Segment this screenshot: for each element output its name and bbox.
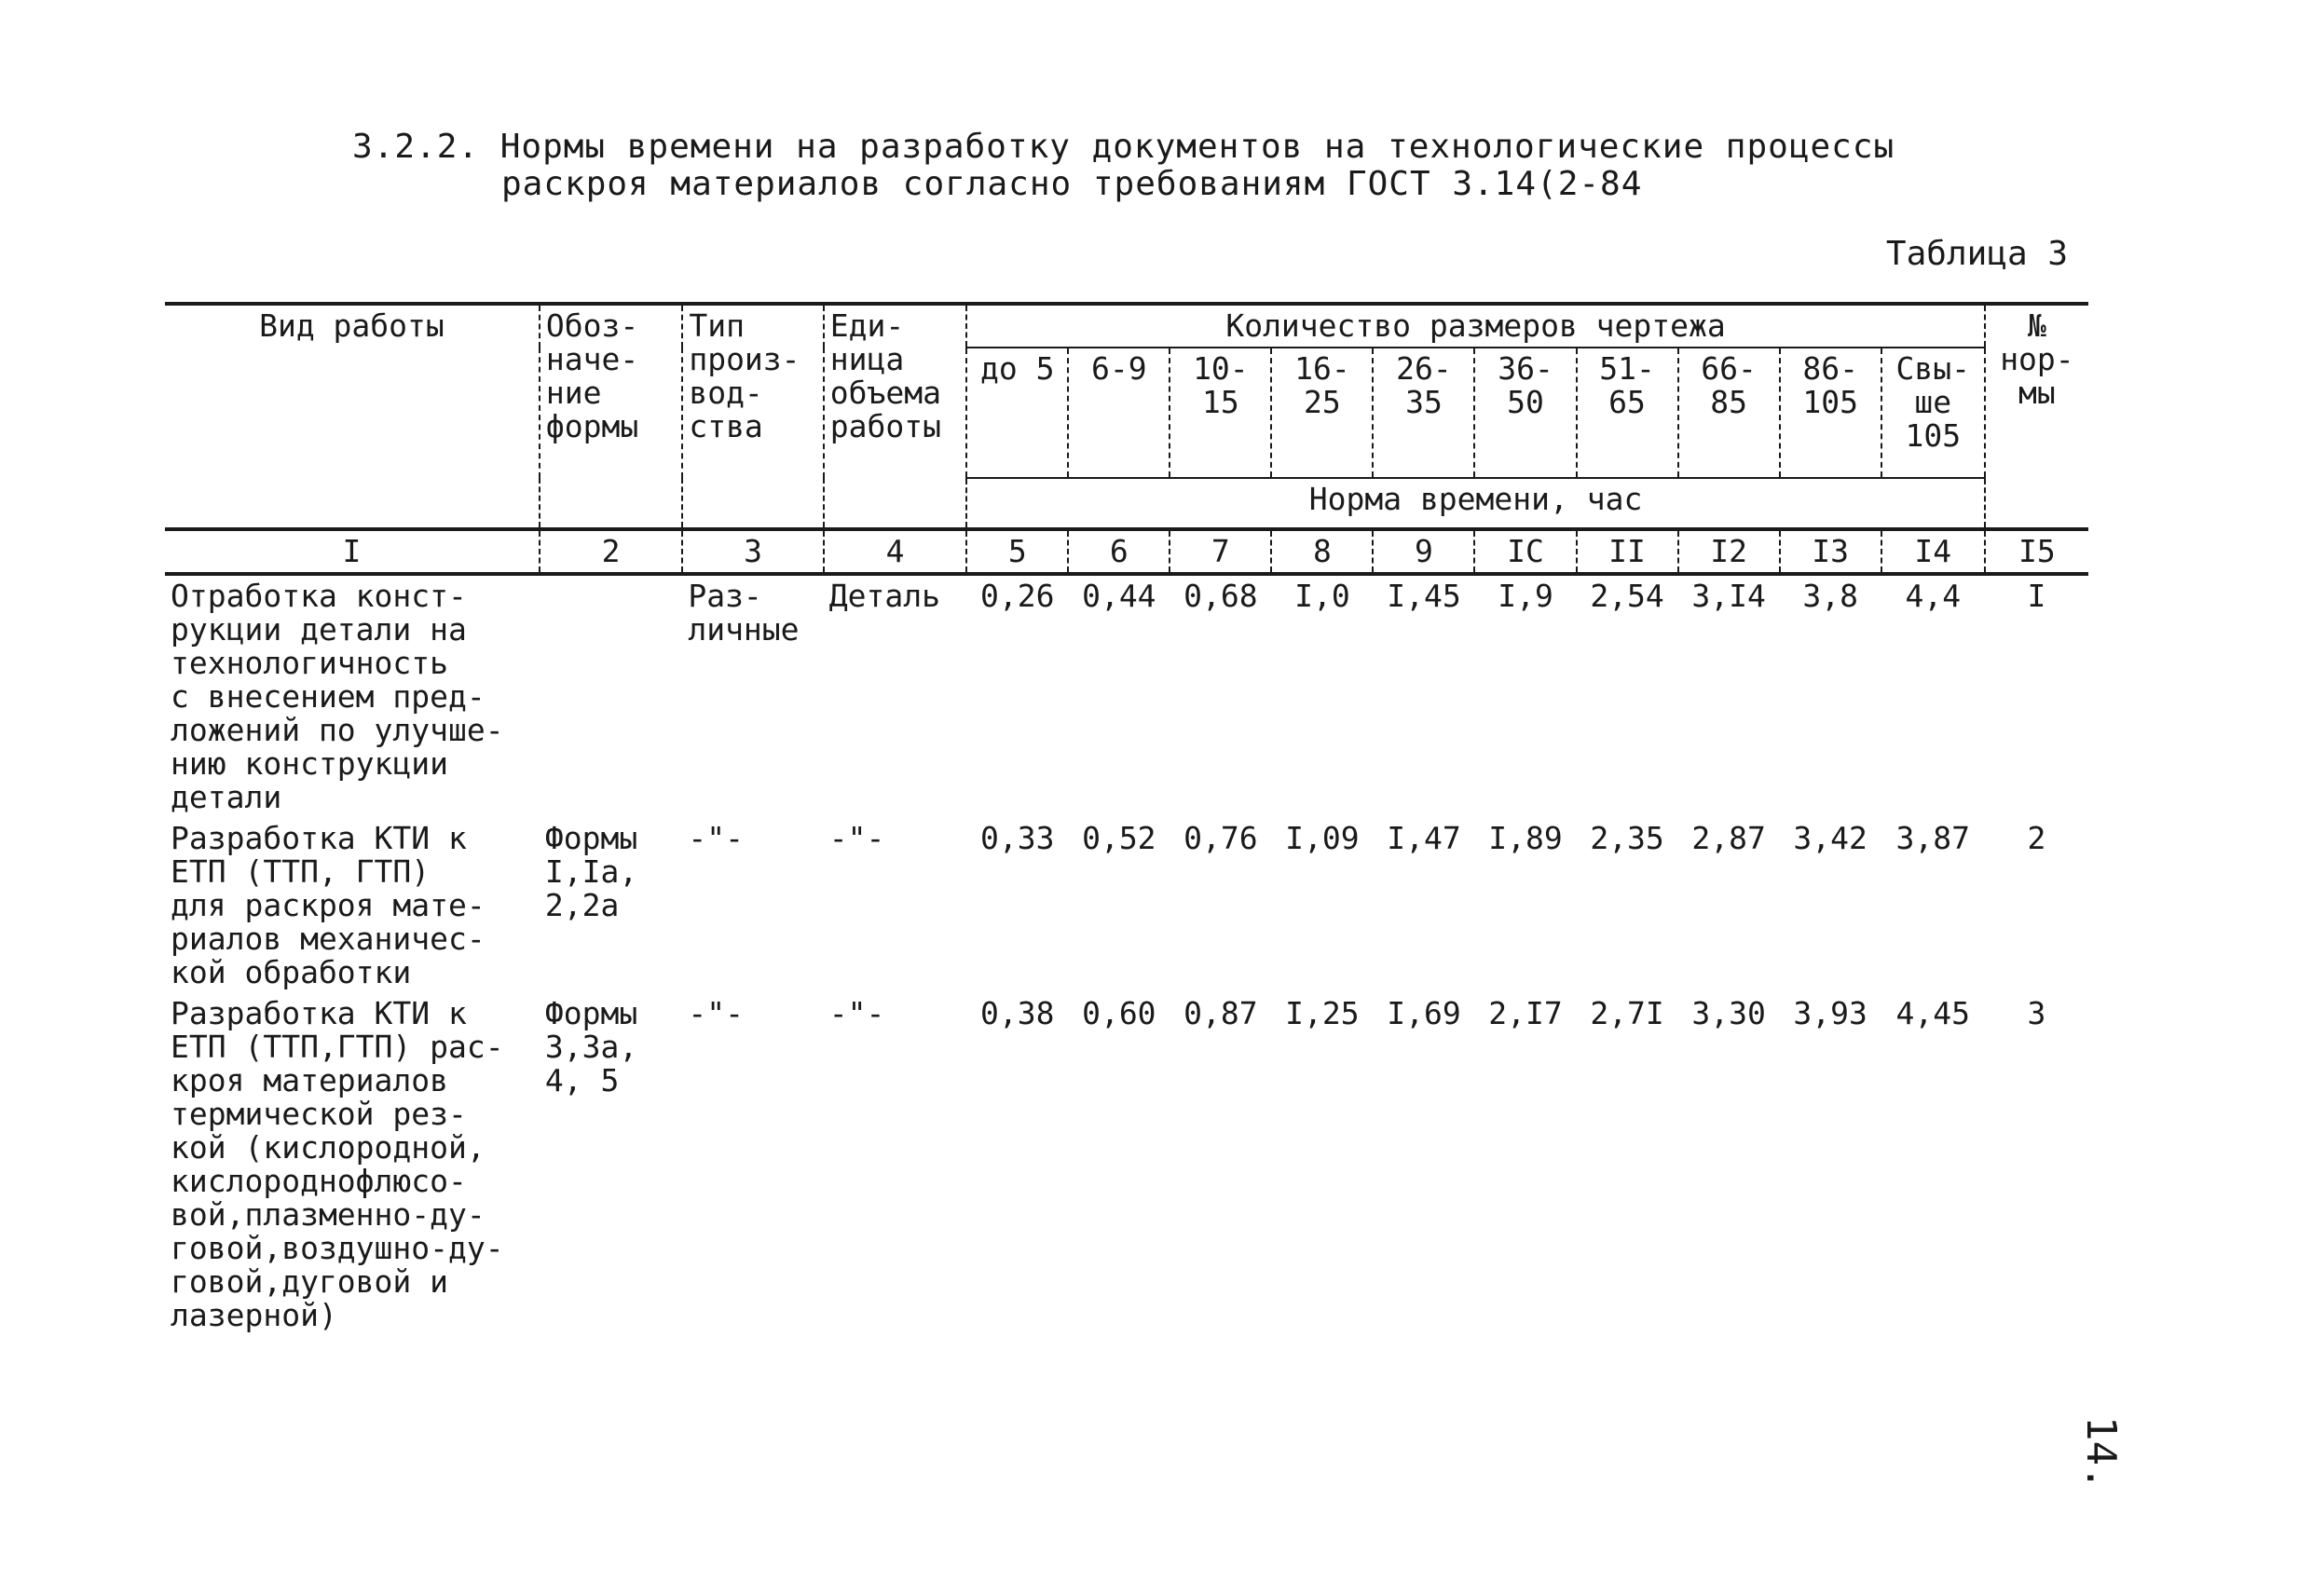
work-type-cell: Отработка конст- рукции детали на технологичность с внесением пред- ложений по улучше- нию конструкции детали [171, 578, 504, 815]
heading-line-1: 3.2.2. Нормы времени на разработку документов на технологические процессы [352, 128, 1895, 166]
header-range: 66- 85 [1678, 348, 1780, 478]
production-type-cell: -"- [688, 995, 744, 1031]
table-row [165, 818, 2088, 993]
time-value-cell: 3,93 [1793, 995, 1867, 1031]
form-cell: Формы 3,3а, 4, 5 [544, 995, 638, 1098]
time-value-cell: I,45 [1387, 578, 1461, 614]
time-value-cell: 4,4 [1905, 578, 1962, 614]
header-range: 16- 25 [1271, 348, 1373, 478]
time-value-cell: 2,87 [1691, 820, 1766, 856]
column-number: I4 [1881, 529, 1985, 574]
header-range: 6-9 [1068, 348, 1170, 478]
time-value-cell: 2,7I [1590, 995, 1664, 1031]
unit-cell: -"- [828, 820, 885, 856]
header-range: до 5 [966, 348, 1068, 478]
time-value-cell: 0,52 [1082, 820, 1156, 856]
column-number: 3 [682, 529, 823, 574]
time-value-cell: 4,45 [1895, 995, 1970, 1031]
table-row [165, 993, 2088, 1336]
time-value-cell: 0,68 [1183, 578, 1258, 614]
column-number: I2 [1678, 529, 1780, 574]
table-label: Таблица 3 [1885, 235, 2068, 273]
time-value-cell: I,89 [1488, 820, 1563, 856]
header-range: 51- 65 [1577, 348, 1678, 478]
time-value-cell: I,69 [1387, 995, 1461, 1031]
column-number: 9 [1373, 529, 1474, 574]
heading-line-2: раскроя материалов согласно требованиям ГОСТ 3.14(2-84 [501, 165, 1643, 203]
header-range: Свы- ше 105 [1881, 348, 1985, 478]
column-number: 8 [1271, 529, 1373, 574]
column-number: 4 [824, 529, 966, 574]
time-value-cell: 3,I4 [1691, 578, 1766, 614]
page-number: 14. [2077, 1416, 2125, 1491]
header-range: 36- 50 [1474, 348, 1576, 478]
norm-number-cell: I [2027, 578, 2046, 614]
column-number: I3 [1780, 529, 1881, 574]
time-value-cell: 0,33 [980, 820, 1055, 856]
work-type-cell: Разработка КТИ к ЕТП (ТТП, ГТП) для раскроя мате- риалов механичес- кой обработки [171, 820, 486, 990]
header-norm-number: № нор- мы [1985, 304, 2088, 529]
header-time-norm: Норма времени, час [966, 478, 1985, 529]
time-value-cell: 0,44 [1082, 578, 1156, 614]
time-value-cell: 0,38 [980, 995, 1055, 1031]
time-value-cell: 2,35 [1590, 820, 1664, 856]
time-value-cell: I,25 [1285, 995, 1360, 1031]
header-range: 86- 105 [1780, 348, 1881, 478]
time-value-cell: 0,60 [1082, 995, 1156, 1031]
time-value-cell: I,0 [1294, 578, 1350, 614]
time-value-cell: I,47 [1387, 820, 1461, 856]
time-value-cell: I,09 [1285, 820, 1360, 856]
header-range: 10- 15 [1170, 348, 1271, 478]
header-production-type: Тип произ- вод- ства [682, 304, 823, 529]
column-number: II [1577, 529, 1678, 574]
header-size-group: Количество размеров чертежа [966, 304, 1985, 348]
work-type-cell: Разработка КТИ к ЕТП (ТТП,ГТП) рас- кроя материалов термической рез- кой (кислородной, кислороднофлюсо- вой,плазменно-ду- говой,воздушно-ду- говой,дуговой и лазерной) [171, 995, 504, 1333]
column-number: 6 [1068, 529, 1170, 574]
column-number: I [165, 529, 540, 574]
production-type-cell: Раз- личные [688, 578, 800, 648]
unit-cell: -"- [828, 995, 885, 1031]
time-value-cell: I,9 [1498, 578, 1553, 614]
norm-number-cell: 2 [2027, 820, 2046, 856]
time-value-cell: 3,8 [1802, 578, 1858, 614]
section-heading [352, 129, 1895, 203]
time-value-cell: 3,42 [1793, 820, 1867, 856]
header-range: 26- 35 [1373, 348, 1474, 478]
table-row [165, 574, 2088, 818]
time-value-cell: 2,54 [1590, 578, 1664, 614]
header-form: Обоз- наче- ние формы [540, 304, 682, 529]
norms-table [165, 302, 2088, 1336]
time-value-cell: 0,87 [1183, 995, 1258, 1031]
unit-cell: Деталь [828, 578, 940, 614]
time-value-cell: 0,26 [980, 578, 1055, 614]
time-value-cell: 3,30 [1691, 995, 1766, 1031]
column-number: I5 [1985, 529, 2088, 574]
production-type-cell: -"- [688, 820, 744, 856]
form-cell: Формы I,Iа, 2,2а [544, 820, 638, 923]
time-value-cell: 2,I7 [1488, 995, 1563, 1031]
column-number: 7 [1170, 529, 1271, 574]
header-unit: Еди- ница объема работы [824, 304, 966, 529]
time-value-cell: 3,87 [1895, 820, 1970, 856]
column-number: 2 [540, 529, 682, 574]
column-number: 5 [966, 529, 1068, 574]
form-cell [540, 574, 682, 818]
time-value-cell: 0,76 [1183, 820, 1258, 856]
column-number: IC [1474, 529, 1576, 574]
header-work-type: Вид работы [165, 304, 540, 529]
norm-number-cell: 3 [2027, 995, 2046, 1031]
